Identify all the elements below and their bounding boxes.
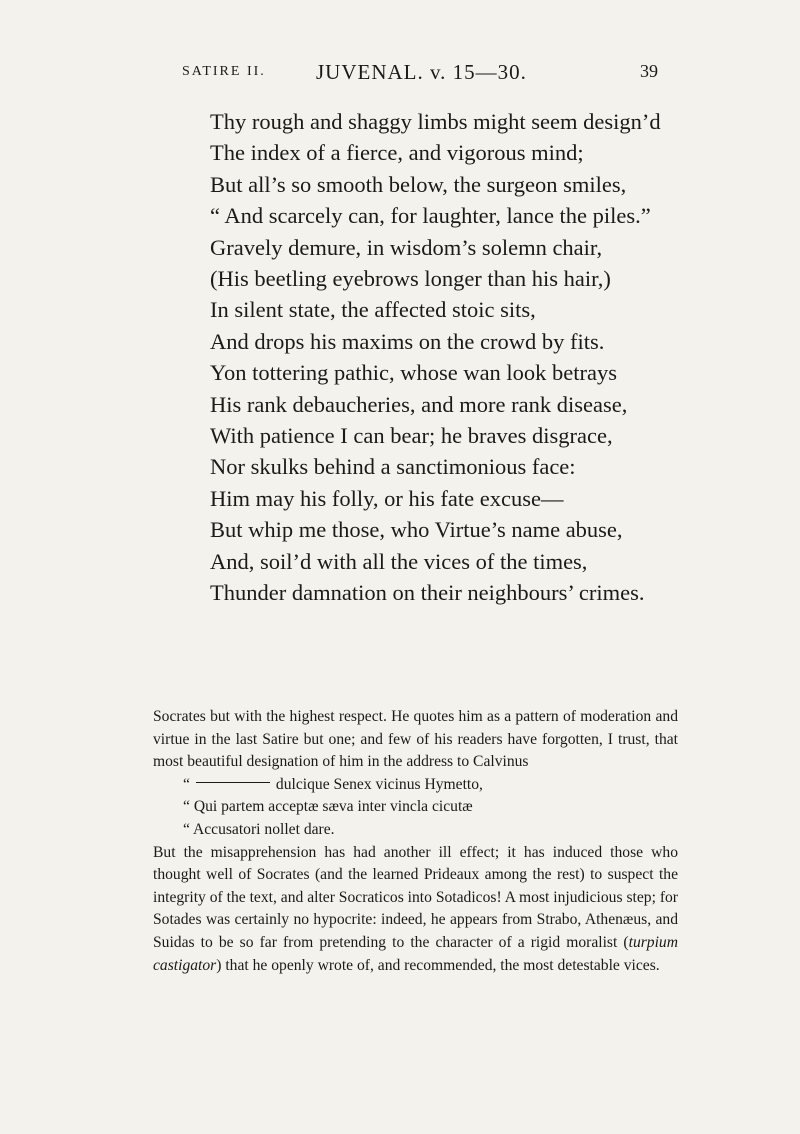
page-number: 39 xyxy=(640,61,658,81)
verse-line: Nor skulks behind a sanctimonious face: xyxy=(210,454,576,480)
note-body xyxy=(153,842,678,978)
verse-line: And drops his maxims on the crowd by fits. xyxy=(210,328,605,354)
verse-line: But whip me those, who Virtue’s name abuse, xyxy=(210,517,623,543)
omission-dash xyxy=(196,782,270,783)
verse-line: “ And scarcely can, for laughter, lance the piles.” xyxy=(210,203,651,229)
quote-line: “ Accusatori nollet dare. xyxy=(183,820,335,838)
verse-line: And, soil’d with all the vices of the times, xyxy=(210,548,588,574)
verse-line: With patience I can bear; he braves disgrace, xyxy=(210,423,613,449)
verse-line: Him may his folly, or his fate excuse— xyxy=(210,485,564,511)
italic-phrase: turpium castigator xyxy=(153,933,678,974)
quote-line: “ Qui partem acceptæ sæva inter vincla cicutæ xyxy=(183,798,473,816)
author-and-verses: JUVENAL. v. 15—30. xyxy=(316,60,527,84)
quote-line xyxy=(153,774,678,797)
verse-line: (His beetling eyebrows longer than his hair,) xyxy=(210,266,611,292)
note-intro: Socrates but with the highest respect. He quotes him as a pattern of moderation and virtue in the last Satire but one; and few of his readers have forgotten, I trust, that most beautiful designation of him in the address to Calvinus xyxy=(153,708,678,771)
running-head xyxy=(182,60,658,88)
quote-open-mark: “ xyxy=(183,775,190,793)
verse-line: His rank debaucheries, and more rank disease, xyxy=(210,391,628,417)
note-body-text-end: ) that he openly wrote of, and recommended, the most detestable vices. xyxy=(216,956,660,974)
verse-translation xyxy=(210,106,770,609)
verse-line: But all’s so smooth below, the surgeon smiles, xyxy=(210,171,627,197)
satire-number: SATIRE II. xyxy=(182,64,266,79)
verse-line: In silent state, the affected stoic sits, xyxy=(210,297,536,323)
verse-line: Thy rough and shaggy limbs might seem design’d xyxy=(210,109,661,134)
quote-text: dulcique Senex vicinus Hymetto, xyxy=(275,775,483,793)
verse-line: The index of a fierce, and vigorous mind; xyxy=(210,140,584,166)
note-body-text: But the misapprehension has had another ill effect; it has induced those who thought well of Socrates (and the learned Prideaux among the rest) to suspect the integrity of the text, and alter Socraticos into Sotadicos! A most injudicious step; for Sotades was certainly no hypocrite: indeed, he appears from Strabo, Athenæus, and Suidas to be so far from pretending to the character of a rigid moralist ( xyxy=(153,843,678,951)
commentary-note xyxy=(153,706,678,977)
verse-line: Yon tottering pathic, whose wan look betrays xyxy=(210,360,618,386)
verse-line: Thunder damnation on their neighbours’ crimes. xyxy=(210,580,645,606)
latin-quotation xyxy=(153,774,678,842)
verse-line: Gravely demure, in wisdom’s solemn chair, xyxy=(210,234,603,260)
